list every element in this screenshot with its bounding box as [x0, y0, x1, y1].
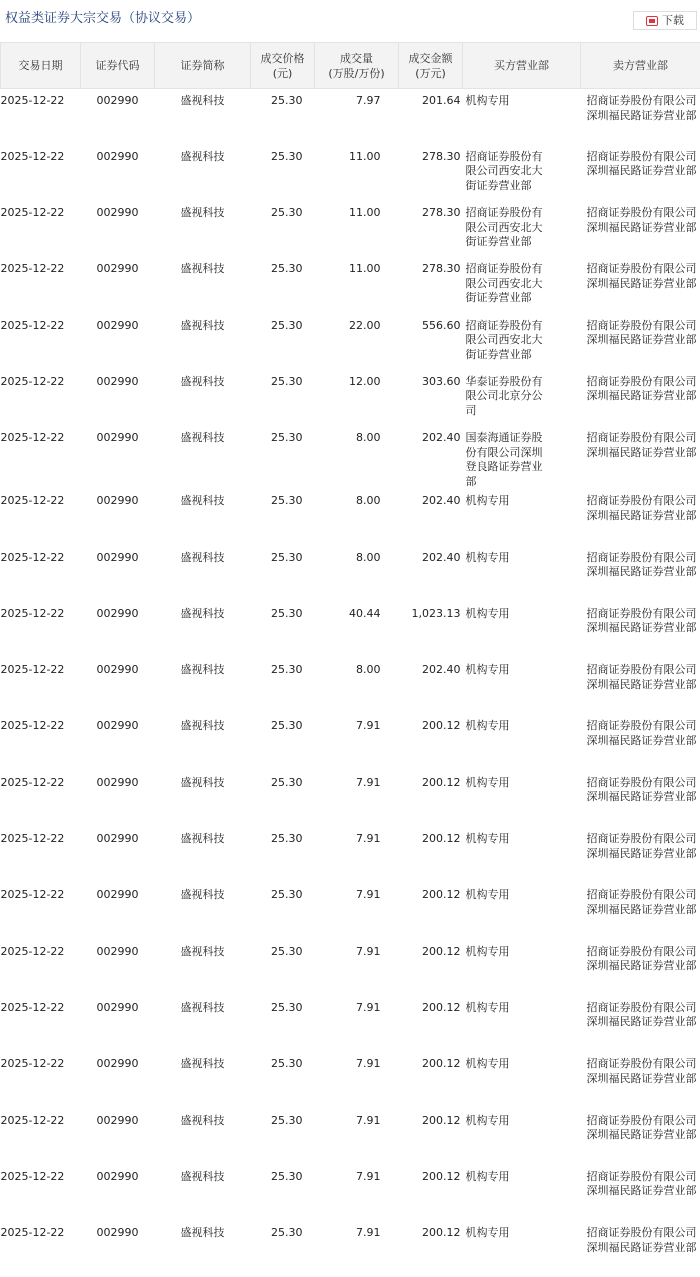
cell-seller-branch: 招商证券股份有限公司深圳福民路证券营业部 — [581, 201, 700, 257]
cell-seller-branch: 招商证券股份有限公司深圳福民路证券营业部 — [581, 827, 700, 883]
cell-seller-branch: 招商证券股份有限公司深圳福民路证券营业部 — [581, 1165, 700, 1221]
table-row — [1, 996, 700, 1052]
cell-trade-price: 25.30 — [251, 602, 315, 658]
cell-trade-amount: 200.12 — [399, 1052, 463, 1108]
cell-trade-price: 25.30 — [251, 426, 315, 489]
cell-security-name: 盛视科技 — [155, 658, 251, 714]
download-button[interactable] — [633, 11, 697, 30]
table-row — [1, 827, 700, 883]
cell-trade-volume: 7.91 — [315, 883, 399, 939]
cell-trade-price: 25.30 — [251, 489, 315, 545]
cell-trade-date: 2025-12-22 — [1, 370, 81, 426]
cell-trade-amount: 200.12 — [399, 1221, 463, 1277]
cell-trade-amount: 200.12 — [399, 940, 463, 996]
cell-trade-volume: 7.91 — [315, 1052, 399, 1108]
cell-trade-volume: 7.91 — [315, 827, 399, 883]
table-row — [1, 940, 700, 996]
cell-trade-price: 25.30 — [251, 89, 315, 145]
cell-trade-volume: 8.00 — [315, 489, 399, 545]
cell-security-code: 002990 — [81, 426, 155, 489]
cell-seller-branch: 招商证券股份有限公司深圳福民路证券营业部 — [581, 370, 700, 426]
table-row — [1, 602, 700, 658]
cell-buyer-branch: 机构专用 — [463, 940, 581, 996]
cell-security-code: 002990 — [81, 602, 155, 658]
cell-trade-date: 2025-12-22 — [1, 771, 81, 827]
cell-trade-volume: 8.00 — [315, 426, 399, 489]
column-header-amount: 成交金额 (万元) — [399, 43, 463, 89]
cell-trade-volume: 12.00 — [315, 370, 399, 426]
cell-buyer-branch: 机构专用 — [463, 996, 581, 1052]
column-header-name: 证券简称 — [155, 43, 251, 89]
cell-trade-date: 2025-12-22 — [1, 1165, 81, 1221]
cell-trade-price: 25.30 — [251, 1165, 315, 1221]
cell-buyer-branch: 机构专用 — [463, 489, 581, 545]
cell-trade-date: 2025-12-22 — [1, 996, 81, 1052]
cell-trade-date: 2025-12-22 — [1, 602, 81, 658]
cell-trade-volume: 11.00 — [315, 257, 399, 313]
table-row — [1, 883, 700, 939]
cell-security-name: 盛视科技 — [155, 1109, 251, 1165]
cell-security-code: 002990 — [81, 1109, 155, 1165]
cell-trade-price: 25.30 — [251, 827, 315, 883]
cell-buyer-branch: 机构专用 — [463, 827, 581, 883]
cell-buyer-branch: 华泰证券股份有限公司北京分公司 — [463, 370, 581, 426]
cell-trade-date: 2025-12-22 — [1, 940, 81, 996]
cell-seller-branch: 招商证券股份有限公司深圳福民路证券营业部 — [581, 996, 700, 1052]
table-row — [1, 257, 700, 313]
table-header-row — [1, 43, 700, 89]
cell-trade-amount: 200.12 — [399, 714, 463, 770]
cell-seller-branch: 招商证券股份有限公司深圳福民路证券营业部 — [581, 546, 700, 602]
cell-trade-amount: 1,023.13 — [399, 602, 463, 658]
cell-security-code: 002990 — [81, 658, 155, 714]
cell-security-code: 002990 — [81, 940, 155, 996]
cell-buyer-branch: 招商证券股份有限公司西安北大街证券营业部 — [463, 201, 581, 257]
cell-buyer-branch: 机构专用 — [463, 883, 581, 939]
cell-trade-amount: 202.40 — [399, 426, 463, 489]
cell-trade-price: 25.30 — [251, 257, 315, 313]
cell-trade-volume: 7.97 — [315, 89, 399, 145]
column-header-date: 交易日期 — [1, 43, 81, 89]
cell-trade-volume: 22.00 — [315, 314, 399, 370]
cell-trade-volume: 7.91 — [315, 940, 399, 996]
cell-trade-amount: 200.12 — [399, 771, 463, 827]
cell-trade-amount: 200.12 — [399, 1109, 463, 1165]
cell-trade-price: 25.30 — [251, 714, 315, 770]
cell-trade-price: 25.30 — [251, 771, 315, 827]
cell-security-name: 盛视科技 — [155, 1221, 251, 1277]
column-header-seller: 卖方营业部 — [581, 43, 700, 89]
cell-security-code: 002990 — [81, 883, 155, 939]
cell-trade-amount: 201.64 — [399, 89, 463, 145]
cell-security-name: 盛视科技 — [155, 89, 251, 145]
cell-trade-amount: 200.12 — [399, 996, 463, 1052]
cell-trade-date: 2025-12-22 — [1, 827, 81, 883]
cell-security-code: 002990 — [81, 201, 155, 257]
table-row — [1, 1109, 700, 1165]
download-label: 下载 — [662, 12, 684, 29]
column-header-code: 证券代码 — [81, 43, 155, 89]
column-header-price: 成交价格 (元) — [251, 43, 315, 89]
cell-security-name: 盛视科技 — [155, 145, 251, 201]
table-row — [1, 1165, 700, 1221]
cell-trade-price: 25.30 — [251, 145, 315, 201]
cell-security-code: 002990 — [81, 489, 155, 545]
cell-buyer-branch: 机构专用 — [463, 1052, 581, 1108]
cell-security-name: 盛视科技 — [155, 771, 251, 827]
cell-seller-branch: 招商证券股份有限公司深圳福民路证券营业部 — [581, 426, 700, 489]
cell-trade-volume: 7.91 — [315, 1221, 399, 1277]
cell-buyer-branch: 国泰海通证券股份有限公司深圳登良路证券营业部 — [463, 426, 581, 489]
cell-seller-branch: 招商证券股份有限公司深圳福民路证券营业部 — [581, 89, 700, 145]
table-header — [1, 43, 700, 89]
download-file-icon — [646, 16, 658, 26]
cell-security-name: 盛视科技 — [155, 546, 251, 602]
cell-trade-amount: 200.12 — [399, 827, 463, 883]
cell-trade-amount: 278.30 — [399, 257, 463, 313]
column-header-volume: 成交量 (万股/万份) — [315, 43, 399, 89]
cell-security-name: 盛视科技 — [155, 996, 251, 1052]
cell-security-code: 002990 — [81, 1052, 155, 1108]
cell-trade-price: 25.30 — [251, 201, 315, 257]
cell-trade-amount: 278.30 — [399, 201, 463, 257]
cell-security-code: 002990 — [81, 1221, 155, 1277]
cell-seller-branch: 招商证券股份有限公司深圳福民路证券营业部 — [581, 489, 700, 545]
cell-seller-branch: 招商证券股份有限公司深圳福民路证券营业部 — [581, 940, 700, 996]
cell-seller-branch: 招商证券股份有限公司深圳福民路证券营业部 — [581, 771, 700, 827]
cell-buyer-branch: 机构专用 — [463, 546, 581, 602]
cell-trade-date: 2025-12-22 — [1, 714, 81, 770]
cell-security-code: 002990 — [81, 1165, 155, 1221]
table-body — [1, 89, 700, 1277]
cell-seller-branch: 招商证券股份有限公司深圳福民路证券营业部 — [581, 714, 700, 770]
cell-trade-price: 25.30 — [251, 883, 315, 939]
block-trades-table-wrap — [0, 42, 700, 1277]
table-row — [1, 489, 700, 545]
cell-security-name: 盛视科技 — [155, 257, 251, 313]
table-row — [1, 658, 700, 714]
block-trades-table — [0, 42, 700, 1277]
cell-trade-price: 25.30 — [251, 546, 315, 602]
cell-trade-date: 2025-12-22 — [1, 1221, 81, 1277]
cell-trade-price: 25.30 — [251, 314, 315, 370]
cell-trade-amount: 202.40 — [399, 658, 463, 714]
table-row — [1, 89, 700, 145]
cell-security-name: 盛视科技 — [155, 1052, 251, 1108]
cell-seller-branch: 招商证券股份有限公司深圳福民路证券营业部 — [581, 658, 700, 714]
cell-buyer-branch: 机构专用 — [463, 89, 581, 145]
cell-buyer-branch: 招商证券股份有限公司西安北大街证券营业部 — [463, 145, 581, 201]
table-row — [1, 1221, 700, 1277]
cell-trade-amount: 200.12 — [399, 1165, 463, 1221]
cell-security-name: 盛视科技 — [155, 940, 251, 996]
cell-trade-date: 2025-12-22 — [1, 1052, 81, 1108]
cell-trade-amount: 303.60 — [399, 370, 463, 426]
cell-trade-volume: 7.91 — [315, 1109, 399, 1165]
cell-trade-amount: 202.40 — [399, 546, 463, 602]
cell-buyer-branch: 机构专用 — [463, 1221, 581, 1277]
cell-trade-price: 25.30 — [251, 1109, 315, 1165]
cell-buyer-branch: 招商证券股份有限公司西安北大街证券营业部 — [463, 314, 581, 370]
cell-trade-date: 2025-12-22 — [1, 145, 81, 201]
cell-trade-volume: 7.91 — [315, 771, 399, 827]
cell-security-code: 002990 — [81, 257, 155, 313]
cell-security-code: 002990 — [81, 314, 155, 370]
page-header — [0, 0, 700, 40]
cell-trade-price: 25.30 — [251, 940, 315, 996]
cell-trade-date: 2025-12-22 — [1, 658, 81, 714]
cell-trade-volume: 7.91 — [315, 714, 399, 770]
table-row — [1, 771, 700, 827]
cell-trade-volume: 8.00 — [315, 546, 399, 602]
table-row — [1, 1052, 700, 1108]
cell-security-name: 盛视科技 — [155, 489, 251, 545]
cell-trade-date: 2025-12-22 — [1, 489, 81, 545]
column-header-buyer: 买方营业部 — [463, 43, 581, 89]
cell-trade-date: 2025-12-22 — [1, 257, 81, 313]
cell-trade-price: 25.30 — [251, 996, 315, 1052]
cell-security-name: 盛视科技 — [155, 883, 251, 939]
cell-trade-price: 25.30 — [251, 1052, 315, 1108]
cell-trade-volume: 11.00 — [315, 201, 399, 257]
cell-security-name: 盛视科技 — [155, 602, 251, 658]
cell-trade-volume: 40.44 — [315, 602, 399, 658]
table-row — [1, 426, 700, 489]
cell-security-name: 盛视科技 — [155, 314, 251, 370]
cell-trade-price: 25.30 — [251, 370, 315, 426]
cell-trade-amount: 556.60 — [399, 314, 463, 370]
cell-security-name: 盛视科技 — [155, 426, 251, 489]
cell-trade-date: 2025-12-22 — [1, 426, 81, 489]
cell-trade-date: 2025-12-22 — [1, 1109, 81, 1165]
cell-security-name: 盛视科技 — [155, 370, 251, 426]
cell-trade-price: 25.30 — [251, 1221, 315, 1277]
cell-trade-date: 2025-12-22 — [1, 89, 81, 145]
cell-seller-branch: 招商证券股份有限公司深圳福民路证券营业部 — [581, 1109, 700, 1165]
cell-security-name: 盛视科技 — [155, 714, 251, 770]
cell-security-code: 002990 — [81, 370, 155, 426]
table-row — [1, 145, 700, 201]
cell-security-code: 002990 — [81, 546, 155, 602]
table-row — [1, 370, 700, 426]
cell-seller-branch: 招商证券股份有限公司深圳福民路证券营业部 — [581, 257, 700, 313]
cell-trade-amount: 200.12 — [399, 883, 463, 939]
cell-buyer-branch: 机构专用 — [463, 771, 581, 827]
cell-seller-branch: 招商证券股份有限公司深圳福民路证券营业部 — [581, 1052, 700, 1108]
cell-trade-amount: 278.30 — [399, 145, 463, 201]
cell-buyer-branch: 机构专用 — [463, 1109, 581, 1165]
page-title: 权益类证券大宗交易（协议交易） — [5, 10, 200, 28]
cell-trade-amount: 202.40 — [399, 489, 463, 545]
cell-security-code: 002990 — [81, 89, 155, 145]
cell-security-name: 盛视科技 — [155, 201, 251, 257]
cell-buyer-branch: 机构专用 — [463, 1165, 581, 1221]
cell-buyer-branch: 招商证券股份有限公司西安北大街证券营业部 — [463, 257, 581, 313]
table-row — [1, 714, 700, 770]
cell-trade-date: 2025-12-22 — [1, 546, 81, 602]
cell-buyer-branch: 机构专用 — [463, 602, 581, 658]
cell-security-code: 002990 — [81, 827, 155, 883]
cell-trade-volume: 7.91 — [315, 1165, 399, 1221]
table-row — [1, 201, 700, 257]
cell-security-code: 002990 — [81, 996, 155, 1052]
cell-trade-volume: 11.00 — [315, 145, 399, 201]
cell-seller-branch: 招商证券股份有限公司深圳福民路证券营业部 — [581, 314, 700, 370]
cell-trade-date: 2025-12-22 — [1, 314, 81, 370]
cell-seller-branch: 招商证券股份有限公司深圳福民路证券营业部 — [581, 602, 700, 658]
cell-seller-branch: 招商证券股份有限公司深圳福民路证券营业部 — [581, 883, 700, 939]
cell-seller-branch: 招商证券股份有限公司深圳福民路证券营业部 — [581, 1221, 700, 1277]
cell-security-name: 盛视科技 — [155, 1165, 251, 1221]
cell-buyer-branch: 机构专用 — [463, 714, 581, 770]
cell-trade-date: 2025-12-22 — [1, 883, 81, 939]
cell-trade-volume: 7.91 — [315, 996, 399, 1052]
cell-trade-date: 2025-12-22 — [1, 201, 81, 257]
cell-security-code: 002990 — [81, 771, 155, 827]
cell-security-code: 002990 — [81, 145, 155, 201]
cell-security-name: 盛视科技 — [155, 827, 251, 883]
cell-trade-volume: 8.00 — [315, 658, 399, 714]
cell-buyer-branch: 机构专用 — [463, 658, 581, 714]
cell-trade-price: 25.30 — [251, 658, 315, 714]
table-row — [1, 546, 700, 602]
table-row — [1, 314, 700, 370]
cell-security-code: 002990 — [81, 714, 155, 770]
cell-seller-branch: 招商证券股份有限公司深圳福民路证券营业部 — [581, 145, 700, 201]
